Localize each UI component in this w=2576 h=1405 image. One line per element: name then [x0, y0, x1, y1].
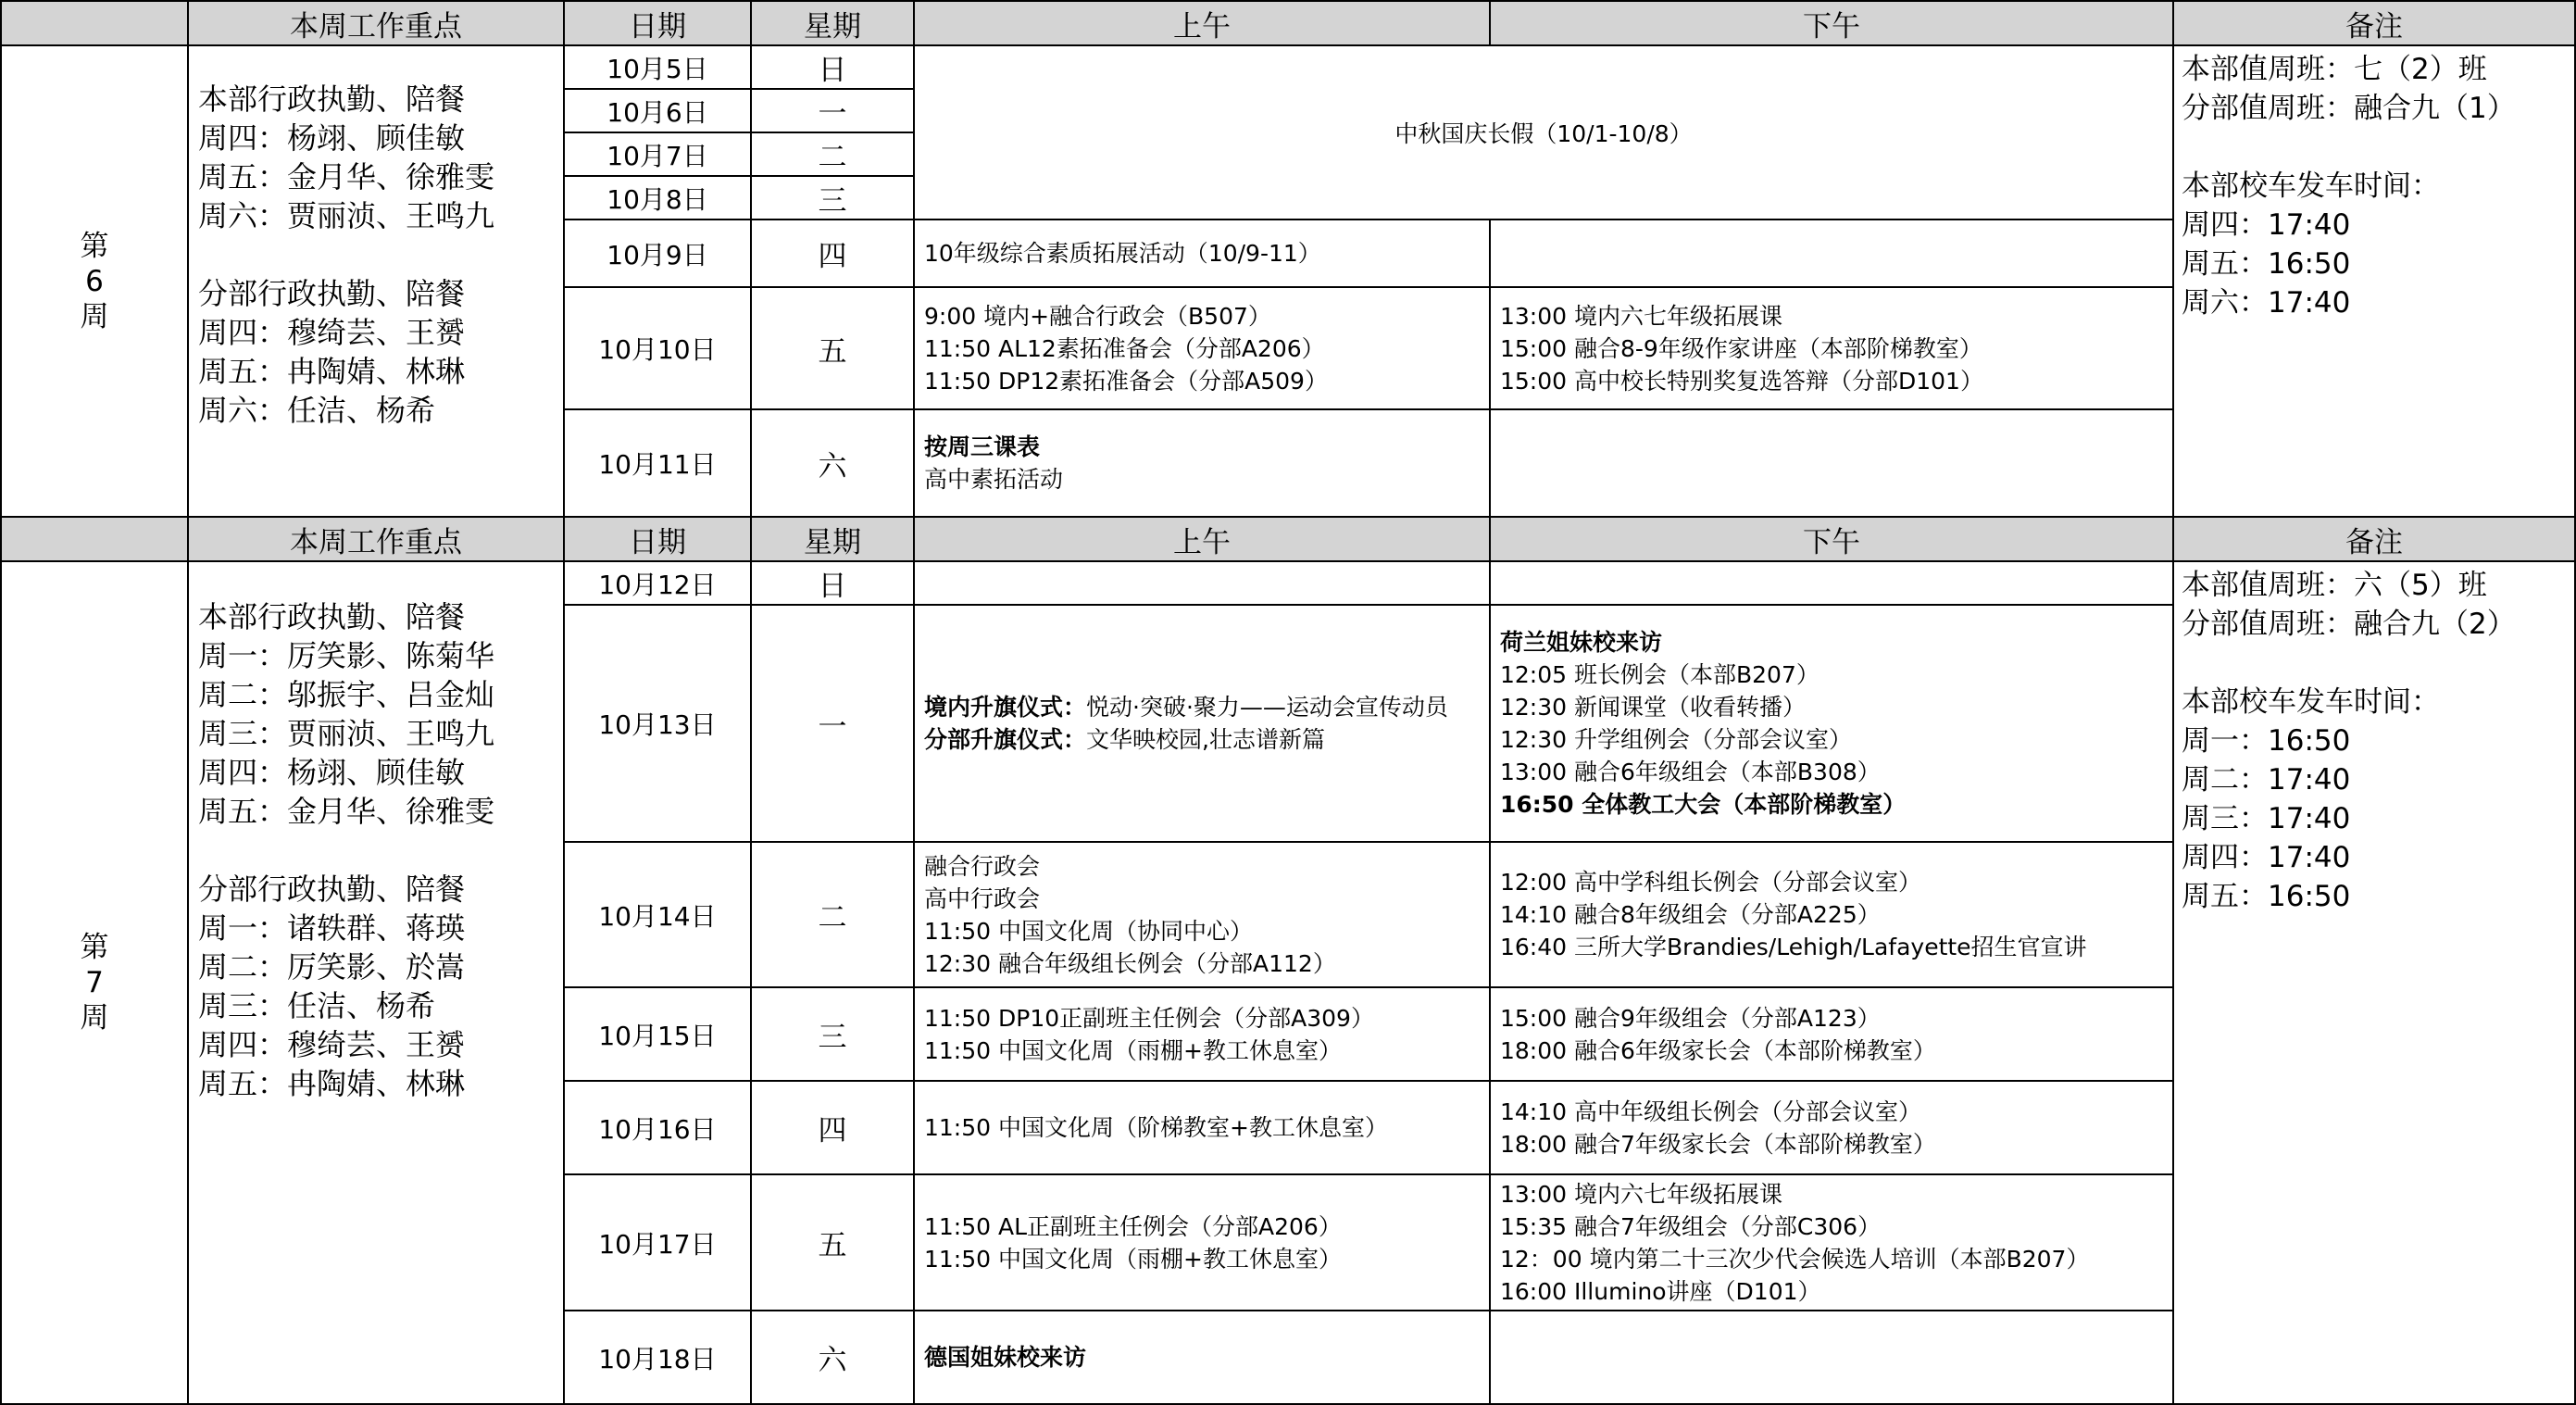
weekday-cell: 日	[751, 45, 914, 89]
weekday-cell: 三	[751, 987, 914, 1081]
header-note: 备注	[2173, 517, 2575, 561]
week6-note: 本部值周班：七（2）班 分部值周班：融合九（1） 本部校车发车时间： 周四：17:40 周五：16:50 周六：17:40	[2173, 45, 2575, 517]
date-cell: 10月16日	[564, 1081, 751, 1174]
pm-cell: 14:10 高中年级组长例会（分部会议室） 18:00 融合7年级家长会（本部阶梯教室）	[1490, 1081, 2173, 1174]
pm-cell	[1490, 220, 2173, 287]
table-row	[1, 561, 2575, 605]
am-cell	[914, 561, 1490, 605]
date-cell: 10月15日	[564, 987, 751, 1081]
date-cell: 10月5日	[564, 45, 751, 89]
header-blank	[1, 1, 188, 45]
am-cell: 11:50 DP10正副班主任例会（分部A309） 11:50 中国文化周（雨棚+教工休息室）	[914, 987, 1490, 1081]
pm-cell	[1490, 1311, 2173, 1404]
weekday-cell: 二	[751, 842, 914, 987]
am-cell: 境内升旗仪式：悦动·突破·聚力——运动会宣传动员 分部升旗仪式：文华映校园,壮志谱新篇	[914, 605, 1490, 842]
date-cell: 10月13日	[564, 605, 751, 842]
am-cell: 11:50 中国文化周（阶梯教室+教工休息室）	[914, 1081, 1490, 1174]
am-cell: 10年级综合素质拓展活动（10/9-11）	[914, 220, 1490, 287]
am-cell: 按周三课表 高中素拓活动	[914, 409, 1490, 517]
weekday-cell: 六	[751, 409, 914, 517]
weekday-cell: 一	[751, 605, 914, 842]
header-focus: 本周工作重点	[188, 1, 564, 45]
pm-cell: 荷兰姐妹校来访 12:05 班长例会（本部B207） 12:30 新闻课堂（收看转播） 12:30 升学组例会（分部会议室） 13:00 融合6年级组会（本部B308） 16:50 全体教工大会（本部阶梯教室）	[1490, 605, 2173, 842]
date-cell: 10月17日	[564, 1174, 751, 1311]
weekday-cell: 三	[751, 176, 914, 220]
date-cell: 10月11日	[564, 409, 751, 517]
header-weekday: 星期	[751, 517, 914, 561]
week6-header-row	[1, 1, 2575, 45]
weekday-cell: 二	[751, 132, 914, 176]
date-cell: 10月9日	[564, 220, 751, 287]
date-cell: 10月10日	[564, 287, 751, 409]
header-pm: 下午	[1490, 517, 2173, 561]
header-weekday: 星期	[751, 1, 914, 45]
date-cell: 10月8日	[564, 176, 751, 220]
header-pm: 下午	[1490, 1, 2173, 45]
date-cell: 10月12日	[564, 561, 751, 605]
weekday-cell: 六	[751, 1311, 914, 1404]
pm-cell: 13:00 境内六七年级拓展课 15:00 融合8-9年级作家讲座（本部阶梯教室） 15:00 高中校长特别奖复选答辩（分部D101）	[1490, 287, 2173, 409]
header-date: 日期	[564, 1, 751, 45]
pm-cell	[1490, 561, 2173, 605]
holiday-cell: 中秋国庆长假（10/1-10/8）	[914, 45, 2173, 220]
header-am: 上午	[914, 517, 1490, 561]
pm-cell: 15:00 融合9年级组会（分部A123） 18:00 融合6年级家长会（本部阶梯教室）	[1490, 987, 2173, 1081]
date-cell: 10月14日	[564, 842, 751, 987]
date-cell: 10月6日	[564, 89, 751, 132]
header-focus: 本周工作重点	[188, 517, 564, 561]
am-cell: 融合行政会 高中行政会 11:50 中国文化周（协同中心） 12:30 融合年级组长例会（分部A112）	[914, 842, 1490, 987]
week7-header-row	[1, 517, 2575, 561]
header-date: 日期	[564, 517, 751, 561]
header-am: 上午	[914, 1, 1490, 45]
header-blank	[1, 517, 188, 561]
weekday-cell: 四	[751, 220, 914, 287]
week7-label: 第 7 周	[1, 561, 188, 1404]
week6-focus: 本部行政执勤、陪餐 周四：杨翊、顾佳敏 周五：金月华、徐雅雯 周六：贾丽浈、王鸣九 分部行政执勤、陪餐 周四：穆绮芸、王赟 周五：冉陶婧、林琳 周六：任洁、杨希	[188, 45, 564, 517]
pm-cell	[1490, 409, 2173, 517]
header-note: 备注	[2173, 1, 2575, 45]
table-row	[1, 45, 2575, 89]
weekday-cell: 一	[751, 89, 914, 132]
am-cell: 11:50 AL正副班主任例会（分部A206） 11:50 中国文化周（雨棚+教工休息室）	[914, 1174, 1490, 1311]
pm-cell: 13:00 境内六七年级拓展课 15:35 融合7年级组会（分部C306） 12：00 境内第二十三次少代会候选人培训（本部B207） 16:00 Illumino讲座（D101）	[1490, 1174, 2173, 1311]
weekday-cell: 五	[751, 287, 914, 409]
date-cell: 10月7日	[564, 132, 751, 176]
date-cell: 10月18日	[564, 1311, 751, 1404]
weekday-cell: 五	[751, 1174, 914, 1311]
weekday-cell: 四	[751, 1081, 914, 1174]
week7-note: 本部值周班：六（5）班 分部值周班：融合九（2） 本部校车发车时间： 周一：16:50 周二：17:40 周三：17:40 周四：17:40 周五：16:50	[2173, 561, 2575, 1404]
weekday-cell: 日	[751, 561, 914, 605]
am-cell: 9:00 境内+融合行政会（B507） 11:50 AL12素拓准备会（分部A206） 11:50 DP12素拓准备会（分部A509）	[914, 287, 1490, 409]
week6-label: 第 6 周	[1, 45, 188, 517]
week7-focus: 本部行政执勤、陪餐 周一：厉笑影、陈菊华 周二：邬振宇、吕金灿 周三：贾丽浈、王鸣九 周四：杨翊、顾佳敏 周五：金月华、徐雅雯 分部行政执勤、陪餐 周一：诸轶群、蒋瑛 周二：厉笑影、於嵩 周三：任洁、杨希 周四：穆绮芸、王赟 周五：冉陶婧、林琳	[188, 561, 564, 1404]
am-cell: 德国姐妹校来访	[914, 1311, 1490, 1404]
pm-cell: 12:00 高中学科组长例会（分部会议室） 14:10 融合8年级组会（分部A225） 16:40 三所大学Brandies/Lehigh/Lafayette招生官宣讲	[1490, 842, 2173, 987]
